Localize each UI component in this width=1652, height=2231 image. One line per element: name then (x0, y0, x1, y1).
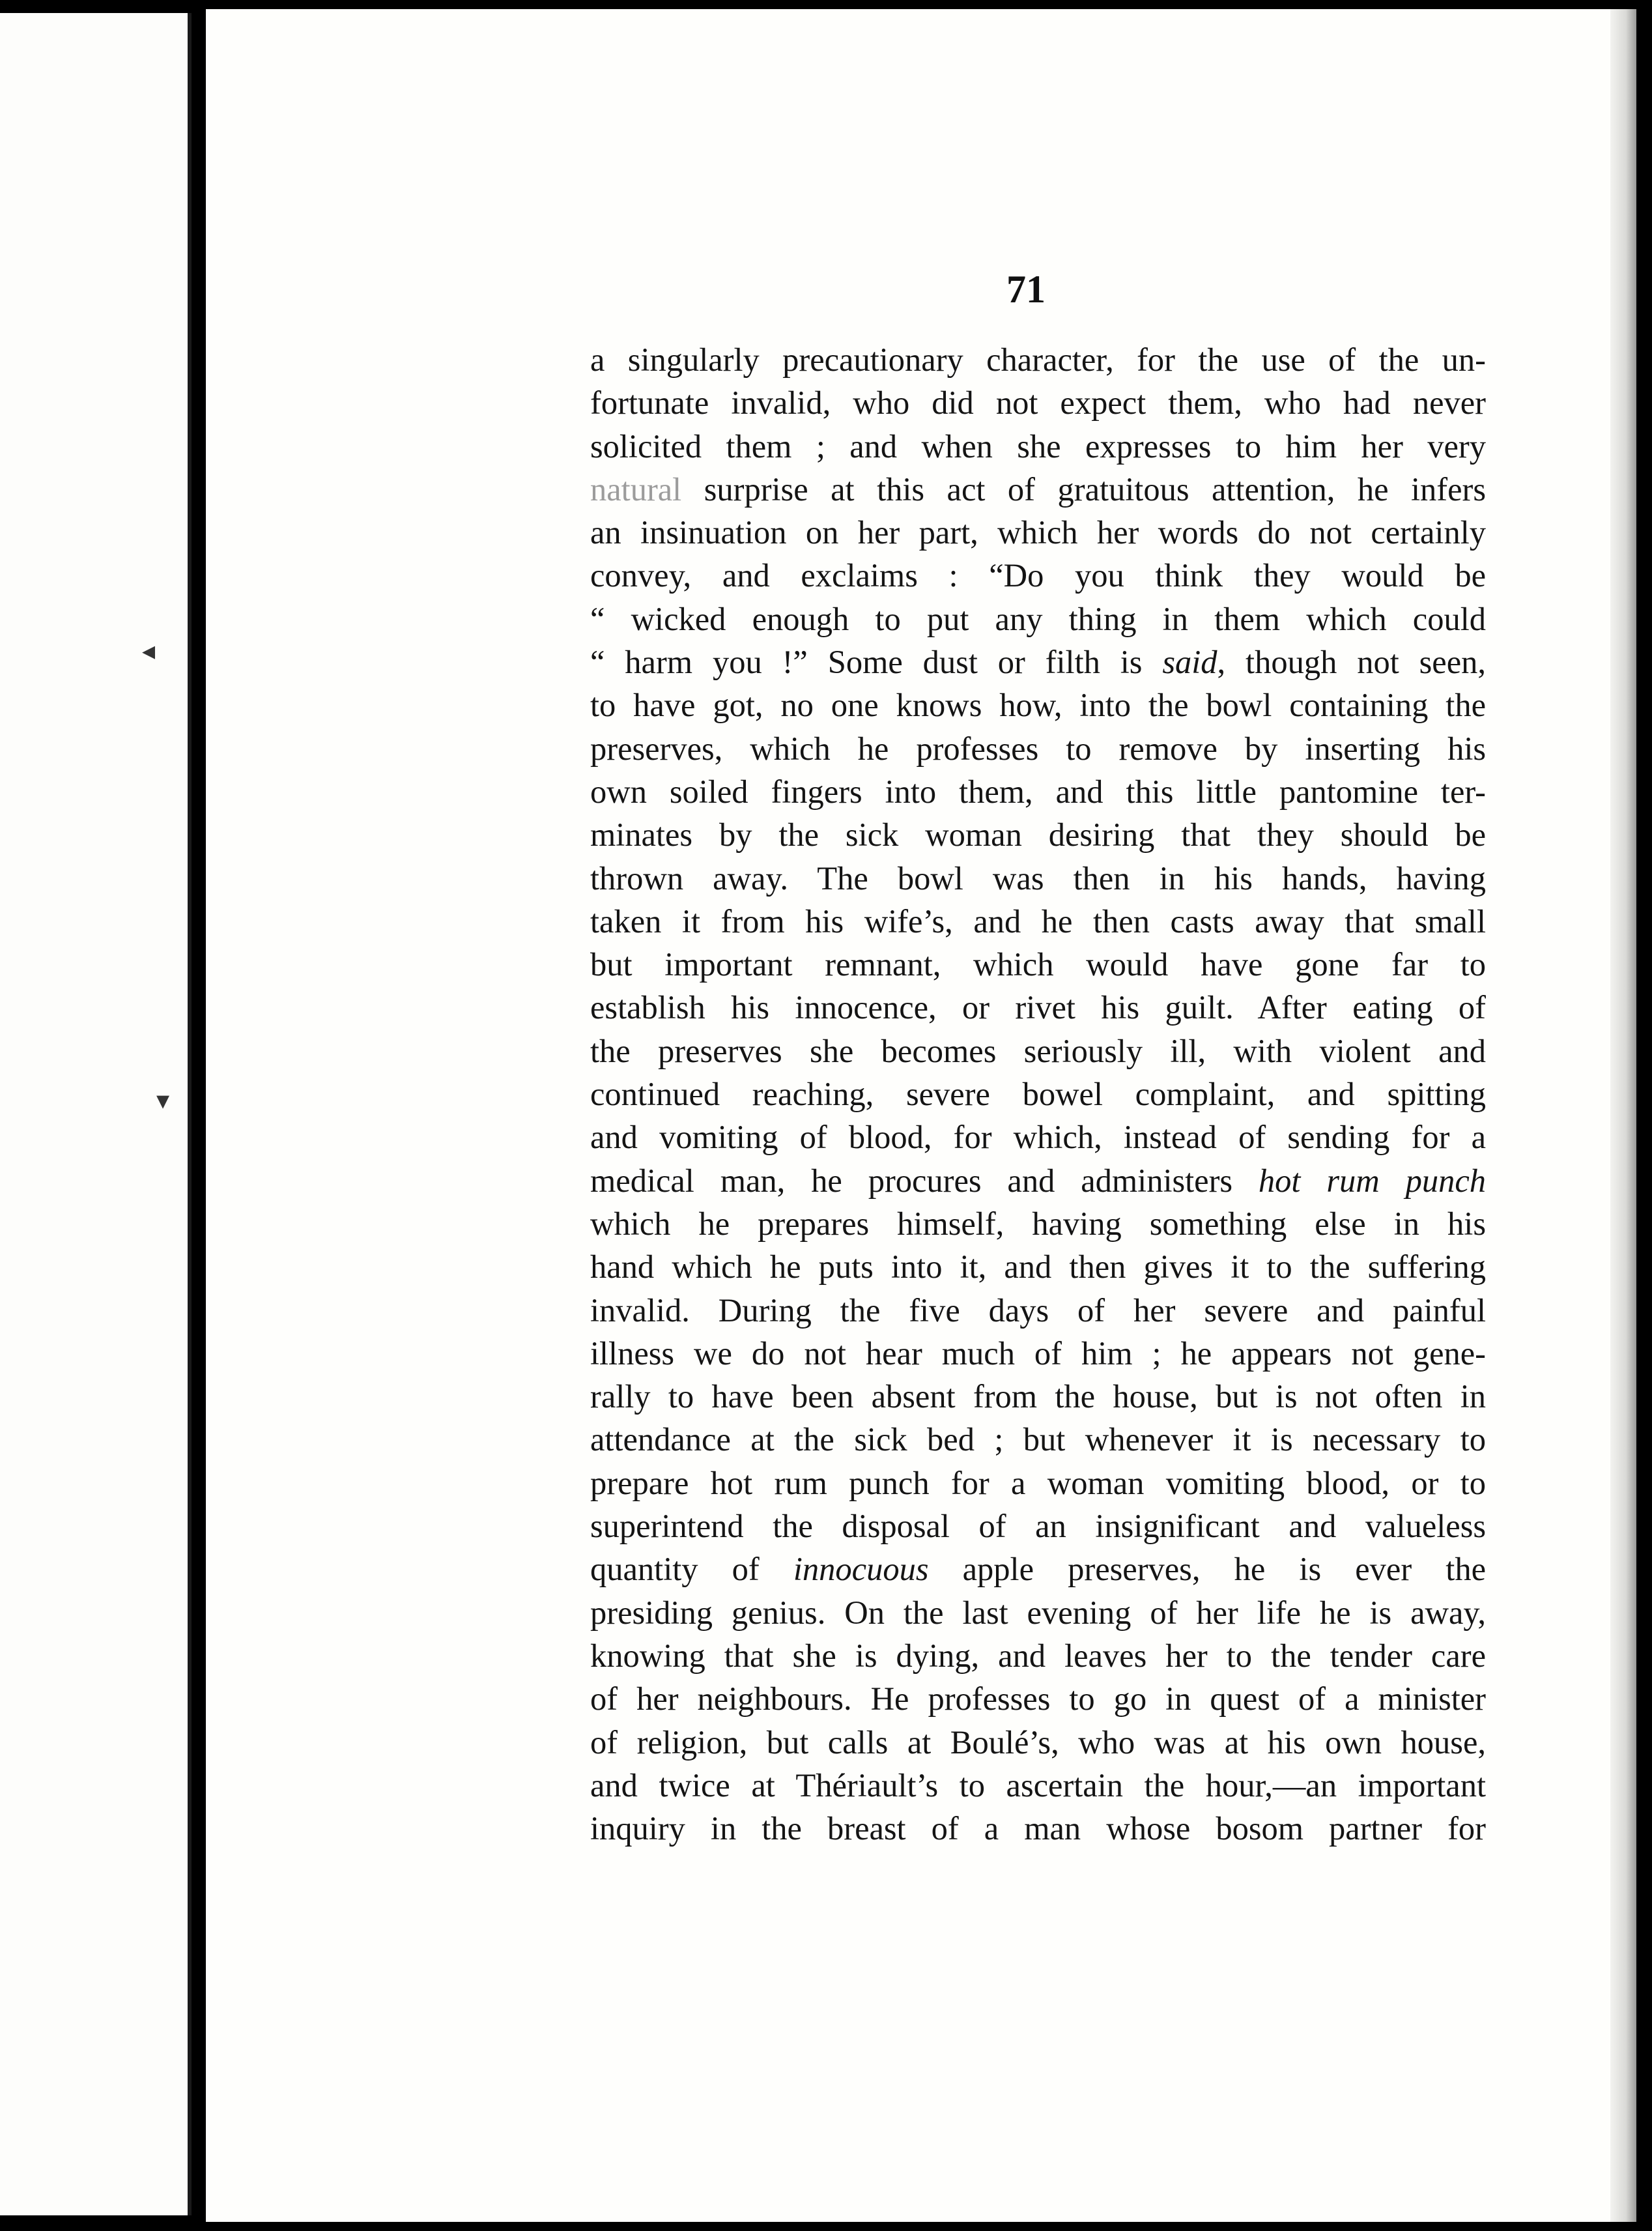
text-run: which he prepares himself, having something else in his (590, 1205, 1486, 1242)
text-line (590, 1504, 1486, 1547)
text-run: “ harm you !” Some dust or filth is (590, 644, 1163, 681)
text-run: fortunate invalid, who did not expect them, who had never (590, 384, 1486, 422)
text-run: natural (590, 470, 682, 508)
text-run: but important remnant, which would have gone far to (590, 946, 1486, 983)
text-line (590, 1764, 1486, 1807)
text-run: said (1162, 644, 1218, 681)
text-line (590, 1029, 1486, 1072)
text-line (590, 857, 1486, 900)
text-run: hand which he puts into it, and then gives it to the suffering (590, 1248, 1486, 1286)
text-line (590, 684, 1486, 727)
text-line (590, 1116, 1486, 1159)
text-line (590, 1721, 1486, 1764)
text-line (590, 1245, 1486, 1288)
text-line (590, 1418, 1486, 1461)
text-run: inquiry in the breast of a man whose bosom partner for (590, 1810, 1486, 1847)
text-line (590, 468, 1486, 511)
margin-mark: ▾ (156, 1086, 170, 1115)
text-run: establish his innocence, or rivet his guilt. After eating of (590, 989, 1486, 1026)
text-line (590, 1159, 1486, 1202)
text-line (590, 1677, 1486, 1720)
text-run: continued reaching, severe bowel complaint, and spitting (590, 1076, 1486, 1113)
text-line (590, 1202, 1486, 1245)
text-line (590, 813, 1486, 856)
text-run: to have got, no one knows how, into the bowl containing the (590, 687, 1486, 724)
text-run: medical man, he procures and administers (590, 1162, 1259, 1199)
text-run: own soiled fingers into them, and this little pantomine ter- (590, 773, 1486, 810)
page-gutter (188, 13, 192, 2215)
text-run: attendance at the sick bed ; but whenever it is necessary to (590, 1421, 1486, 1458)
book-page (206, 9, 1636, 2222)
text-line (590, 727, 1486, 770)
text-line (590, 1332, 1486, 1375)
text-line (590, 770, 1486, 813)
text-run: and twice at Thériault’s to ascertain the hour,—an important (590, 1766, 1486, 1804)
text-run: knowing that she is dying, and leaves her to the tender care (590, 1637, 1486, 1674)
previous-page-edge (0, 13, 189, 2215)
text-run: quantity of (590, 1551, 793, 1588)
text-run: of religion, but calls at Boulé’s, who was at his own house, (590, 1723, 1486, 1761)
text-run: prepare hot rum punch for a woman vomiting blood, or to (590, 1464, 1486, 1501)
margin-mark: ◂ (142, 636, 156, 665)
text-run: and vomiting of blood, for which, instead of sending for a (590, 1119, 1486, 1156)
text-run: preserves, which he professes to remove by inserting his (590, 730, 1486, 767)
text-run: hot rum punch (1258, 1162, 1486, 1199)
text-line (590, 641, 1486, 684)
text-line (590, 986, 1486, 1029)
text-line (590, 338, 1486, 381)
text-run: apple preserves, he is ever the (928, 1551, 1486, 1588)
text-line (590, 1634, 1486, 1677)
text-run: convey, and exclaims : “Do you think they would be (590, 557, 1486, 594)
text-run: invalid. During the five days of her severe and painful (590, 1291, 1486, 1329)
body-text (590, 338, 1486, 1850)
page-number: 71 (1006, 268, 1046, 311)
text-line (590, 1289, 1486, 1332)
text-line (590, 597, 1486, 641)
text-line (590, 554, 1486, 597)
text-run: thrown away. The bowl was then in his hands, having (590, 859, 1486, 897)
text-run: an insinuation on her part, which her words do not certainly (590, 514, 1486, 551)
text-run: minates by the sick woman desiring that they should be (590, 816, 1486, 854)
text-run: a singularly precautionary character, for the use of the un- (590, 341, 1486, 378)
text-line (590, 1461, 1486, 1504)
text-line (590, 1072, 1486, 1116)
text-run: , though not seen, (1217, 644, 1487, 681)
text-run: superintend the disposal of an insignificant and valueless (590, 1508, 1486, 1545)
text-run: innocuous (793, 1551, 929, 1588)
text-run: rally to have been absent from the house, but is not often in (590, 1378, 1486, 1415)
text-run: “ wicked enough to put any thing in them which could (590, 600, 1486, 637)
page-edge-shadow (1610, 9, 1636, 2222)
text-line (590, 1547, 1486, 1590)
text-line (590, 943, 1486, 986)
text-line (590, 425, 1486, 468)
text-line (590, 1375, 1486, 1418)
text-line (590, 900, 1486, 943)
text-run: presiding genius. On the last evening of her life he is away, (590, 1594, 1486, 1631)
text-line (590, 381, 1486, 424)
text-run: illness we do not hear much of him ; he appears not gene- (590, 1334, 1486, 1372)
text-run: the preserves she becomes seriously ill, with violent and (590, 1032, 1486, 1069)
text-run: taken it from his wife’s, and he then casts away that small (590, 902, 1486, 940)
text-line (590, 1591, 1486, 1634)
text-line (590, 511, 1486, 554)
text-run: surprise at this act of gratuitous attention, he infers (681, 470, 1486, 508)
text-line (590, 1807, 1486, 1850)
text-run: solicited them ; and when she expresses to him her very (590, 427, 1486, 465)
text-run: of her neighbours. He professes to go in quest of a minister (590, 1680, 1486, 1718)
